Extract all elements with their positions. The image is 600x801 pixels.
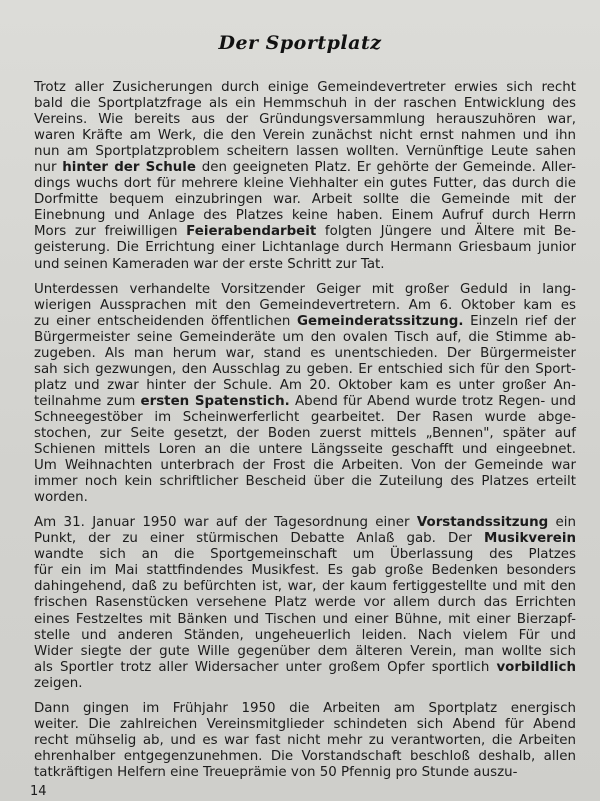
text-line xyxy=(34,531,576,547)
text-run: geisterung. Die Errichtung einer Lichtanlage durch Hermann Griesbaum junior xyxy=(34,240,576,256)
text-line xyxy=(34,394,576,410)
text-run: dings wuchs dort für mehrere kleine Viehhalter ein gutes Futter, das durch die xyxy=(34,176,576,192)
text-line xyxy=(34,240,576,256)
text-run: worden. xyxy=(34,490,88,506)
text-line xyxy=(34,257,576,273)
text-run: Mors zur freiwilligen xyxy=(34,224,187,240)
text-line xyxy=(34,378,576,394)
paragraph xyxy=(34,701,576,781)
text-line xyxy=(34,112,576,128)
page-title: Der Sportplatz xyxy=(218,32,382,54)
text-run: als Sportler trotz aller Widersacher unter großem Opfer sportlich xyxy=(34,659,497,675)
text-run: tatkräftigen Helfern eine Treueprämie von 50 Pfennig pro Stunde auszu- xyxy=(34,764,518,780)
text-run: Dann gingen im Frühjahr 1950 die Arbeiten am Sportplatz energisch xyxy=(34,700,576,716)
text-line xyxy=(34,595,576,611)
text-run: wierigen Aussprachen mit den Gemeindevertretern. Am 6. Oktober kam es xyxy=(34,297,576,313)
text-run: sah sich gezwungen, den Ausschlag zu geben. Er entschied sich für den Sport- xyxy=(34,361,576,377)
text-line xyxy=(34,474,576,490)
text-line xyxy=(34,563,576,579)
bold-phrase: Musikverein xyxy=(484,531,576,547)
text-run: Schienen mittels Loren an die untere Längsseite geschafft und eingeebnet. xyxy=(34,442,576,458)
text-run: Einzeln rief der xyxy=(463,313,576,329)
text-line xyxy=(34,749,576,765)
text-run: nun am Sportplatzproblem scheitern lassen wollten. Vernünftige Leute sahen xyxy=(34,144,576,160)
text-run: zugeben. Als man herum war, stand es unentschieden. Der Bürgermeister xyxy=(34,345,576,361)
paragraph xyxy=(34,515,576,692)
text-line xyxy=(34,160,576,176)
text-line xyxy=(34,717,576,733)
text-run: nur xyxy=(34,160,63,176)
text-line xyxy=(34,644,576,660)
text-run: Punkt, der zu einer stürmischen Debatte Anlaß gab. Der xyxy=(34,531,485,547)
text-run: Abend für Abend wurde trotz Regen- und xyxy=(289,393,577,409)
text-line xyxy=(34,612,576,628)
text-run: Einebnung und Anlage des Platzes keine haben. Einem Aufruf durch Herrn xyxy=(34,208,576,224)
text-run: stelle und anderen Ständen, ungeheuerlich leiden. Nach vielem Für und xyxy=(34,627,576,643)
text-line xyxy=(34,701,576,717)
text-run: zu einer entscheidenden öffentlichen xyxy=(34,313,298,329)
paragraph xyxy=(34,80,576,273)
text-run: frischen Rasenstücken versehene Platz werde vor allem durch das Errichten xyxy=(34,595,576,611)
text-line xyxy=(34,80,576,96)
text-run: für ein im Mai stattfindendes Musikfest. Es gab große Bedenken besonders xyxy=(34,563,576,579)
text-line xyxy=(34,410,576,426)
text-run: Schneegestöber im Scheinwerferlicht gearbeitet. Der Rasen wurde abge- xyxy=(34,409,576,425)
text-run: folgten Jüngere und Ältere mit Be- xyxy=(316,224,576,240)
text-line xyxy=(34,426,576,442)
text-line xyxy=(34,208,576,224)
text-run: Am 31. Januar 1950 war auf der Tagesordnung einer xyxy=(34,515,417,531)
text-line xyxy=(34,314,576,330)
text-line xyxy=(34,515,576,531)
text-run: wandte sich an die Sportgemeinschaft um Überlassung des Platzes xyxy=(34,547,576,563)
text-run: bald die Sportplatzfrage als ein Hemmschuh in der raschen Entwicklung des xyxy=(34,96,576,112)
text-line xyxy=(34,176,576,192)
bold-phrase: hinter der Schule xyxy=(62,160,196,176)
text-run: und seinen Kameraden war der erste Schritt zur Tat. xyxy=(34,256,385,272)
text-line xyxy=(34,458,576,474)
text-run: den geeigneten Platz. Er gehörte der Gemeinde. Aller- xyxy=(195,160,576,176)
paragraph xyxy=(34,282,576,507)
text-line xyxy=(34,282,576,298)
text-line xyxy=(34,676,576,692)
text-run: weiter. Die zahlreichen Vereinsmitglieder schindeten sich Abend für Abend xyxy=(34,716,576,732)
bold-phrase: ersten Spatenstich. xyxy=(140,393,290,409)
text-run: Vereins. Wie bereits aus der Gründungsversammlung herauszuhören war, xyxy=(34,112,576,128)
text-line xyxy=(34,733,576,749)
text-line xyxy=(34,128,576,144)
text-line xyxy=(34,442,576,458)
text-run: teilnahme zum xyxy=(34,393,141,409)
text-line xyxy=(34,547,576,563)
text-run: immer noch kein schriftlicher Bescheid über die Zuteilung des Platzes erteilt xyxy=(34,474,576,490)
text-run: Dorfmitte bequem einzubringen war. Arbeit sollte die Gemeinde mit der xyxy=(34,192,576,208)
text-run: ein xyxy=(548,515,576,531)
text-line xyxy=(34,579,576,595)
text-run: Trotz aller Zusicherungen durch einige Gemeindevertreter erwies sich recht xyxy=(34,80,576,95)
bold-phrase: vorbildlich xyxy=(496,659,576,675)
text-line xyxy=(34,490,576,506)
text-run: platz und zwar hinter der Schule. Am 20. Oktober kam es unter großer An- xyxy=(34,377,576,393)
text-run: Um Weihnachten unterbrach der Frost die Arbeiten. Von der Gemeinde war xyxy=(34,458,576,474)
text-run: Bürgermeister seine Gemeinderäte um den ovalen Tisch auf, die Stimme ab- xyxy=(34,329,576,345)
text-run: Wider siegte der gute Wille gegenüber dem älteren Verein, man wollte sich xyxy=(34,643,576,659)
text-line xyxy=(34,346,576,362)
text-line xyxy=(34,224,576,240)
text-line xyxy=(34,96,576,112)
bold-phrase: Gemeinderatssitzung. xyxy=(297,313,464,329)
bold-phrase: Vorstandssitzung xyxy=(416,515,549,531)
text-run: stochen, zur Seite gesetzt, der Boden zuerst mittels „Bennen", später auf xyxy=(34,425,576,441)
text-run: ehrenhalber entgegenzunehmen. Die Vorstandschaft beschloß deshalb, allen xyxy=(34,748,576,764)
text-line xyxy=(34,660,576,676)
text-run: zeigen. xyxy=(34,675,83,691)
text-run: waren Kräfte am Werk, die den Verein zunächst nicht ernst nahmen und ihn xyxy=(34,128,576,144)
text-line xyxy=(34,144,576,160)
text-run: recht mühselig ab, und es war fast nicht mehr zu verantworten, die Arbeiten xyxy=(34,732,576,748)
text-line xyxy=(34,765,576,781)
page-number: 14 xyxy=(30,784,47,799)
article-body xyxy=(34,80,576,790)
text-line xyxy=(34,330,576,346)
text-line xyxy=(34,362,576,378)
text-run: Unterdessen verhandelte Vorsitzender Geiger mit großer Geduld in lang- xyxy=(34,281,576,297)
text-line xyxy=(34,628,576,644)
bold-phrase: Feierabendarbeit xyxy=(186,224,317,240)
text-run: eines Festzeltes mit Bänken und Tischen und einer Bühne, mit einer Bierzapf- xyxy=(34,611,576,627)
text-line xyxy=(34,298,576,314)
text-line xyxy=(34,192,576,208)
text-run: dahingehend, daß zu befürchten ist, war, der kaum fertiggestellte und mit den xyxy=(34,579,576,595)
